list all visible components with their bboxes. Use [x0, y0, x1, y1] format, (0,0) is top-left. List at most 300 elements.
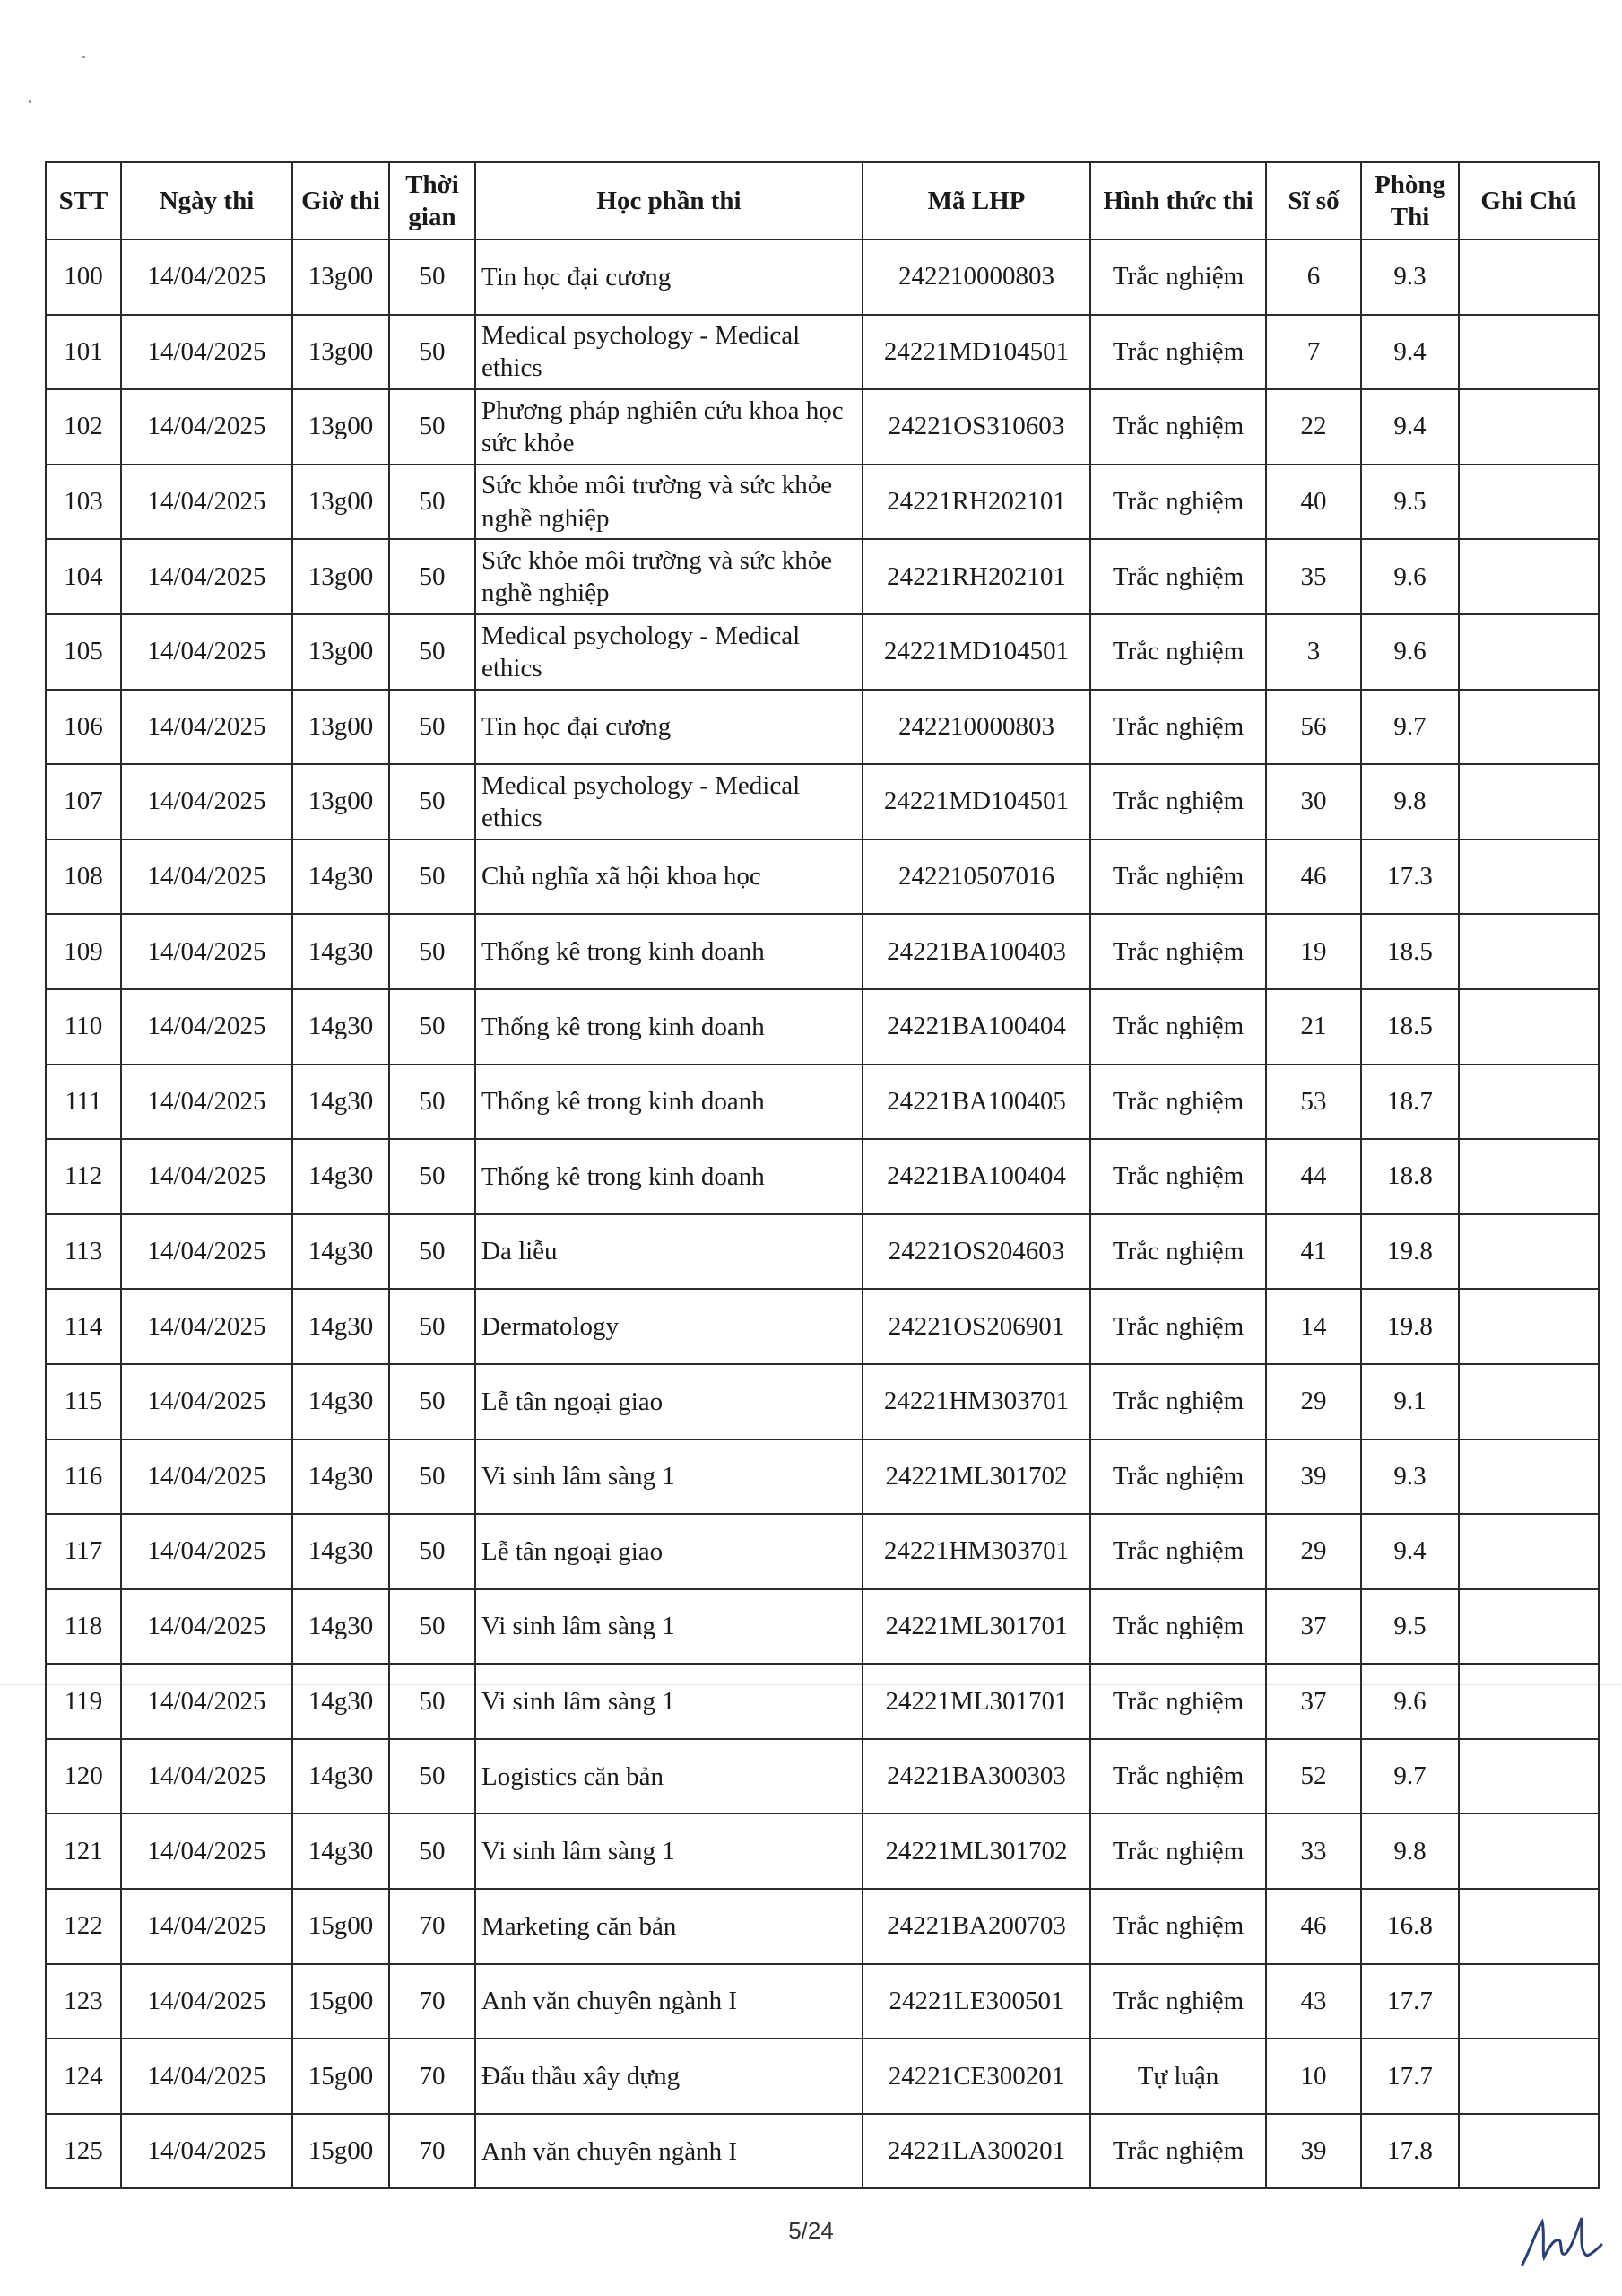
cell-subject: Vi sinh lâm sàng 1: [475, 1664, 863, 1739]
cell-date: 14/04/2025: [121, 839, 292, 915]
header-count: Sĩ số: [1266, 162, 1361, 239]
cell-room: 9.4: [1361, 315, 1459, 390]
cell-room: 18.8: [1361, 1139, 1459, 1214]
cell-time: 14g30: [292, 1514, 389, 1589]
cell-duration: 50: [389, 764, 475, 839]
cell-count: 40: [1266, 465, 1361, 540]
cell-code: 24221BA100404: [863, 1139, 1090, 1214]
cell-stt: 113: [46, 1214, 121, 1290]
cell-stt: 103: [46, 465, 121, 540]
cell-room: 17.3: [1361, 839, 1459, 915]
cell-stt: 100: [46, 239, 121, 315]
cell-room: 19.8: [1361, 1214, 1459, 1290]
cell-time: 13g00: [292, 539, 389, 614]
cell-count: 35: [1266, 539, 1361, 614]
table-row: [46, 989, 1599, 1065]
cell-time: 15g00: [292, 2039, 389, 2114]
cell-time: 14g30: [292, 1364, 389, 1439]
cell-duration: 50: [389, 1589, 475, 1665]
cell-code: 24221BA100405: [863, 1065, 1090, 1140]
cell-room: 9.8: [1361, 1813, 1459, 1889]
cell-code: 24221BA100404: [863, 989, 1090, 1065]
cell-note: [1459, 1214, 1599, 1290]
cell-note: [1459, 1889, 1599, 1964]
cell-subject: Vi sinh lâm sàng 1: [475, 1589, 863, 1665]
table-row: [46, 239, 1599, 315]
cell-duration: 50: [389, 465, 475, 540]
header-form: Hình thức thi: [1090, 162, 1266, 239]
cell-form: Trắc nghiệm: [1090, 914, 1266, 989]
cell-code: 24221MD104501: [863, 315, 1090, 390]
cell-time: 14g30: [292, 989, 389, 1065]
cell-date: 14/04/2025: [121, 1813, 292, 1889]
cell-count: 29: [1266, 1514, 1361, 1589]
cell-note: [1459, 1289, 1599, 1364]
cell-date: 14/04/2025: [121, 1364, 292, 1439]
cell-note: [1459, 914, 1599, 989]
cell-stt: 105: [46, 614, 121, 690]
header-duration: Thời gian: [389, 162, 475, 239]
cell-form: Trắc nghiệm: [1090, 1739, 1266, 1814]
cell-note: [1459, 764, 1599, 839]
cell-time: 15g00: [292, 1964, 389, 2039]
cell-code: 24221OS310603: [863, 389, 1090, 465]
cell-count: 21: [1266, 989, 1361, 1065]
cell-stt: 114: [46, 1289, 121, 1364]
header-subject: Học phần thi: [475, 162, 863, 239]
cell-date: 14/04/2025: [121, 465, 292, 540]
cell-time: 13g00: [292, 465, 389, 540]
cell-subject: Vi sinh lâm sàng 1: [475, 1813, 863, 1889]
cell-stt: 112: [46, 1139, 121, 1214]
table-row: [46, 1813, 1599, 1889]
table-row: [46, 1889, 1599, 1964]
cell-time: 14g30: [292, 1589, 389, 1665]
cell-stt: 125: [46, 2114, 121, 2189]
cell-count: 37: [1266, 1589, 1361, 1665]
table-row: [46, 1739, 1599, 1814]
cell-subject: Thống kê trong kinh doanh: [475, 989, 863, 1065]
cell-date: 14/04/2025: [121, 1589, 292, 1665]
cell-note: [1459, 2114, 1599, 2189]
cell-code: 24221LE300501: [863, 1964, 1090, 2039]
cell-subject: Lễ tân ngoại giao: [475, 1514, 863, 1589]
cell-note: [1459, 690, 1599, 765]
cell-note: [1459, 1739, 1599, 1814]
table-row: [46, 839, 1599, 915]
cell-duration: 50: [389, 389, 475, 465]
table-row: [46, 1664, 1599, 1739]
cell-date: 14/04/2025: [121, 1439, 292, 1515]
cell-code: 24221ML301702: [863, 1813, 1090, 1889]
cell-time: 14g30: [292, 1664, 389, 1739]
table-row: [46, 1439, 1599, 1515]
cell-time: 14g30: [292, 1813, 389, 1889]
cell-count: 46: [1266, 839, 1361, 915]
cell-code: 242210507016: [863, 839, 1090, 915]
cell-subject: Sức khỏe môi trường và sức khỏe nghề nghiệp: [475, 539, 863, 614]
cell-room: 9.5: [1361, 465, 1459, 540]
cell-form: Trắc nghiệm: [1090, 239, 1266, 315]
table-row: [46, 690, 1599, 765]
cell-subject: Sức khỏe môi trường và sức khỏe nghề nghiệp: [475, 465, 863, 540]
cell-subject: Medical psychology - Medical ethics: [475, 614, 863, 690]
cell-code: 24221BA300303: [863, 1739, 1090, 1814]
cell-subject: Thống kê trong kinh doanh: [475, 1065, 863, 1140]
cell-note: [1459, 539, 1599, 614]
cell-count: 14: [1266, 1289, 1361, 1364]
cell-time: 14g30: [292, 1214, 389, 1290]
cell-code: 24221MD104501: [863, 614, 1090, 690]
scan-speck: [29, 100, 31, 103]
table-row: [46, 1364, 1599, 1439]
cell-date: 14/04/2025: [121, 690, 292, 765]
cell-time: 13g00: [292, 389, 389, 465]
cell-time: 13g00: [292, 764, 389, 839]
cell-note: [1459, 989, 1599, 1065]
cell-date: 14/04/2025: [121, 914, 292, 989]
cell-room: 9.3: [1361, 1439, 1459, 1515]
cell-stt: 104: [46, 539, 121, 614]
cell-form: Tự luận: [1090, 2039, 1266, 2114]
cell-duration: 50: [389, 614, 475, 690]
cell-note: [1459, 389, 1599, 465]
cell-stt: 119: [46, 1664, 121, 1739]
cell-form: Trắc nghiệm: [1090, 539, 1266, 614]
cell-form: Trắc nghiệm: [1090, 465, 1266, 540]
cell-duration: 50: [389, 239, 475, 315]
cell-duration: 50: [389, 1139, 475, 1214]
cell-code: 24221RH202101: [863, 465, 1090, 540]
cell-duration: 50: [389, 1214, 475, 1290]
cell-duration: 70: [389, 2039, 475, 2114]
cell-room: 17.8: [1361, 2114, 1459, 2189]
cell-form: Trắc nghiệm: [1090, 839, 1266, 915]
cell-room: 9.1: [1361, 1364, 1459, 1439]
cell-form: Trắc nghiệm: [1090, 1589, 1266, 1665]
cell-note: [1459, 2039, 1599, 2114]
cell-count: 52: [1266, 1739, 1361, 1814]
cell-subject: Medical psychology - Medical ethics: [475, 315, 863, 390]
cell-note: [1459, 239, 1599, 315]
cell-count: 6: [1266, 239, 1361, 315]
cell-date: 14/04/2025: [121, 614, 292, 690]
cell-count: 43: [1266, 1964, 1361, 2039]
header-stt: STT: [46, 162, 121, 239]
cell-stt: 120: [46, 1739, 121, 1814]
cell-count: 37: [1266, 1664, 1361, 1739]
cell-date: 14/04/2025: [121, 1964, 292, 2039]
cell-duration: 50: [389, 315, 475, 390]
cell-time: 14g30: [292, 1289, 389, 1364]
page-number: 5/24: [788, 2217, 834, 2244]
cell-count: 44: [1266, 1139, 1361, 1214]
table-row: [46, 389, 1599, 465]
cell-note: [1459, 1813, 1599, 1889]
cell-stt: 106: [46, 690, 121, 765]
cell-stt: 121: [46, 1813, 121, 1889]
cell-date: 14/04/2025: [121, 239, 292, 315]
cell-duration: 50: [389, 1739, 475, 1814]
cell-note: [1459, 1364, 1599, 1439]
cell-note: [1459, 1589, 1599, 1665]
cell-subject: Logistics căn bản: [475, 1739, 863, 1814]
header-time: Giờ thi: [292, 162, 389, 239]
cell-count: 46: [1266, 1889, 1361, 1964]
cell-note: [1459, 839, 1599, 915]
cell-room: 9.6: [1361, 1664, 1459, 1739]
cell-stt: 107: [46, 764, 121, 839]
cell-note: [1459, 1139, 1599, 1214]
cell-form: Trắc nghiệm: [1090, 690, 1266, 765]
cell-form: Trắc nghiệm: [1090, 989, 1266, 1065]
cell-note: [1459, 1514, 1599, 1589]
cell-duration: 50: [389, 1664, 475, 1739]
cell-form: Trắc nghiệm: [1090, 764, 1266, 839]
table-row: [46, 2114, 1599, 2189]
cell-room: 9.8: [1361, 764, 1459, 839]
table-row: [46, 315, 1599, 390]
cell-date: 14/04/2025: [121, 1289, 292, 1364]
cell-count: 53: [1266, 1065, 1361, 1140]
cell-date: 14/04/2025: [121, 1514, 292, 1589]
cell-date: 14/04/2025: [121, 539, 292, 614]
table-row: [46, 1589, 1599, 1665]
signature-mark: [1515, 2202, 1605, 2274]
cell-stt: 102: [46, 389, 121, 465]
cell-form: Trắc nghiệm: [1090, 1139, 1266, 1214]
cell-time: 13g00: [292, 614, 389, 690]
cell-duration: 50: [389, 914, 475, 989]
cell-duration: 50: [389, 1065, 475, 1140]
cell-count: 7: [1266, 315, 1361, 390]
cell-duration: 50: [389, 690, 475, 765]
exam-schedule-table: [45, 161, 1600, 2189]
cell-code: 24221BA200703: [863, 1889, 1090, 1964]
cell-room: 9.5: [1361, 1589, 1459, 1665]
table-row: [46, 1289, 1599, 1364]
cell-form: Trắc nghiệm: [1090, 1364, 1266, 1439]
cell-subject: Chủ nghĩa xã hội khoa học: [475, 839, 863, 915]
cell-note: [1459, 1439, 1599, 1515]
cell-stt: 109: [46, 914, 121, 989]
cell-count: 10: [1266, 2039, 1361, 2114]
cell-room: 9.4: [1361, 389, 1459, 465]
cell-code: 24221CE300201: [863, 2039, 1090, 2114]
table-row: [46, 914, 1599, 989]
cell-stt: 124: [46, 2039, 121, 2114]
cell-count: 39: [1266, 1439, 1361, 1515]
header-room: Phòng Thi: [1361, 162, 1459, 239]
cell-date: 14/04/2025: [121, 1065, 292, 1140]
cell-room: 16.8: [1361, 1889, 1459, 1964]
cell-date: 14/04/2025: [121, 389, 292, 465]
cell-room: 18.5: [1361, 914, 1459, 989]
cell-subject: Anh văn chuyên ngành I: [475, 1964, 863, 2039]
table-row: [46, 1065, 1599, 1140]
table-row: [46, 1214, 1599, 1290]
cell-stt: 111: [46, 1065, 121, 1140]
table-row: [46, 465, 1599, 540]
table-body: [46, 239, 1599, 2188]
cell-code: 24221LA300201: [863, 2114, 1090, 2189]
cell-stt: 101: [46, 315, 121, 390]
cell-code: 24221OS206901: [863, 1289, 1090, 1364]
cell-date: 14/04/2025: [121, 1889, 292, 1964]
scan-speck: [82, 56, 85, 58]
cell-date: 14/04/2025: [121, 2039, 292, 2114]
cell-stt: 116: [46, 1439, 121, 1515]
cell-count: 30: [1266, 764, 1361, 839]
cell-room: 19.8: [1361, 1289, 1459, 1364]
cell-duration: 50: [389, 1514, 475, 1589]
table-row: [46, 1514, 1599, 1589]
cell-time: 14g30: [292, 1439, 389, 1515]
cell-form: Trắc nghiệm: [1090, 1214, 1266, 1290]
cell-time: 15g00: [292, 1889, 389, 1964]
cell-form: Trắc nghiệm: [1090, 389, 1266, 465]
cell-subject: Đấu thầu xây dựng: [475, 2039, 863, 2114]
cell-subject: Tin học đại cương: [475, 239, 863, 315]
cell-subject: Da liễu: [475, 1214, 863, 1290]
cell-time: 13g00: [292, 315, 389, 390]
cell-date: 14/04/2025: [121, 2114, 292, 2189]
cell-room: 9.6: [1361, 539, 1459, 614]
cell-date: 14/04/2025: [121, 1214, 292, 1290]
cell-note: [1459, 1065, 1599, 1140]
cell-form: Trắc nghiệm: [1090, 315, 1266, 390]
cell-room: 9.3: [1361, 239, 1459, 315]
cell-date: 14/04/2025: [121, 989, 292, 1065]
cell-form: Trắc nghiệm: [1090, 1439, 1266, 1515]
table-row: [46, 539, 1599, 614]
cell-time: 15g00: [292, 2114, 389, 2189]
cell-stt: 108: [46, 839, 121, 915]
cell-duration: 50: [389, 989, 475, 1065]
cell-subject: Thống kê trong kinh doanh: [475, 914, 863, 989]
cell-date: 14/04/2025: [121, 315, 292, 390]
table-row: [46, 764, 1599, 839]
cell-code: 24221MD104501: [863, 764, 1090, 839]
cell-count: 22: [1266, 389, 1361, 465]
cell-code: 24221HM303701: [863, 1514, 1090, 1589]
cell-date: 14/04/2025: [121, 1664, 292, 1739]
cell-room: 18.7: [1361, 1065, 1459, 1140]
cell-duration: 50: [389, 1364, 475, 1439]
table-row: [46, 1139, 1599, 1214]
cell-code: 24221ML301701: [863, 1664, 1090, 1739]
cell-count: 56: [1266, 690, 1361, 765]
cell-duration: 70: [389, 1889, 475, 1964]
cell-form: Trắc nghiệm: [1090, 1964, 1266, 2039]
cell-time: 14g30: [292, 914, 389, 989]
cell-count: 3: [1266, 614, 1361, 690]
cell-count: 19: [1266, 914, 1361, 989]
cell-room: 9.6: [1361, 614, 1459, 690]
cell-room: 17.7: [1361, 2039, 1459, 2114]
cell-room: 9.7: [1361, 1739, 1459, 1814]
cell-stt: 117: [46, 1514, 121, 1589]
cell-stt: 123: [46, 1964, 121, 2039]
cell-note: [1459, 1964, 1599, 2039]
cell-duration: 70: [389, 2114, 475, 2189]
cell-time: 14g30: [292, 1739, 389, 1814]
cell-count: 39: [1266, 2114, 1361, 2189]
cell-room: 17.7: [1361, 1964, 1459, 2039]
cell-subject: Lễ tân ngoại giao: [475, 1364, 863, 1439]
cell-duration: 50: [389, 1439, 475, 1515]
cell-stt: 115: [46, 1364, 121, 1439]
cell-stt: 118: [46, 1589, 121, 1665]
cell-stt: 122: [46, 1889, 121, 1964]
cell-form: Trắc nghiệm: [1090, 1664, 1266, 1739]
cell-date: 14/04/2025: [121, 1139, 292, 1214]
cell-time: 14g30: [292, 1065, 389, 1140]
cell-subject: Dermatology: [475, 1289, 863, 1364]
cell-code: 24221BA100403: [863, 914, 1090, 989]
cell-date: 14/04/2025: [121, 764, 292, 839]
cell-time: 13g00: [292, 690, 389, 765]
cell-form: Trắc nghiệm: [1090, 1289, 1266, 1364]
header-code: Mã LHP: [863, 162, 1090, 239]
cell-form: Trắc nghiệm: [1090, 1065, 1266, 1140]
cell-duration: 50: [389, 839, 475, 915]
cell-duration: 70: [389, 1964, 475, 2039]
header-date: Ngày thi: [121, 162, 292, 239]
cell-note: [1459, 465, 1599, 540]
cell-note: [1459, 1664, 1599, 1739]
cell-code: 24221ML301702: [863, 1439, 1090, 1515]
cell-count: 33: [1266, 1813, 1361, 1889]
cell-date: 14/04/2025: [121, 1739, 292, 1814]
cell-subject: Anh văn chuyên ngành I: [475, 2114, 863, 2189]
cell-room: 9.7: [1361, 690, 1459, 765]
cell-note: [1459, 315, 1599, 390]
cell-form: Trắc nghiệm: [1090, 614, 1266, 690]
cell-code: 24221ML301701: [863, 1589, 1090, 1665]
table-row: [46, 614, 1599, 690]
cell-subject: Medical psychology - Medical ethics: [475, 764, 863, 839]
cell-subject: Marketing căn bản: [475, 1889, 863, 1964]
cell-form: Trắc nghiệm: [1090, 2114, 1266, 2189]
cell-duration: 50: [389, 539, 475, 614]
cell-form: Trắc nghiệm: [1090, 1514, 1266, 1589]
cell-count: 29: [1266, 1364, 1361, 1439]
cell-code: 24221RH202101: [863, 539, 1090, 614]
cell-form: Trắc nghiệm: [1090, 1813, 1266, 1889]
cell-code: 24221OS204603: [863, 1214, 1090, 1290]
cell-code: 242210000803: [863, 690, 1090, 765]
cell-subject: Tin học đại cương: [475, 690, 863, 765]
cell-time: 14g30: [292, 839, 389, 915]
cell-count: 41: [1266, 1214, 1361, 1290]
cell-note: [1459, 614, 1599, 690]
cell-duration: 50: [389, 1289, 475, 1364]
cell-time: 13g00: [292, 239, 389, 315]
cell-subject: Phương pháp nghiên cứu khoa học sức khỏe: [475, 389, 863, 465]
cell-form: Trắc nghiệm: [1090, 1889, 1266, 1964]
cell-duration: 50: [389, 1813, 475, 1889]
cell-subject: Vi sinh lâm sàng 1: [475, 1439, 863, 1515]
table-header-row: [46, 162, 1599, 239]
cell-code: 242210000803: [863, 239, 1090, 315]
table-row: [46, 2039, 1599, 2114]
cell-room: 9.4: [1361, 1514, 1459, 1589]
cell-code: 24221HM303701: [863, 1364, 1090, 1439]
table-row: [46, 1964, 1599, 2039]
cell-subject: Thống kê trong kinh doanh: [475, 1139, 863, 1214]
header-note: Ghi Chú: [1459, 162, 1599, 239]
